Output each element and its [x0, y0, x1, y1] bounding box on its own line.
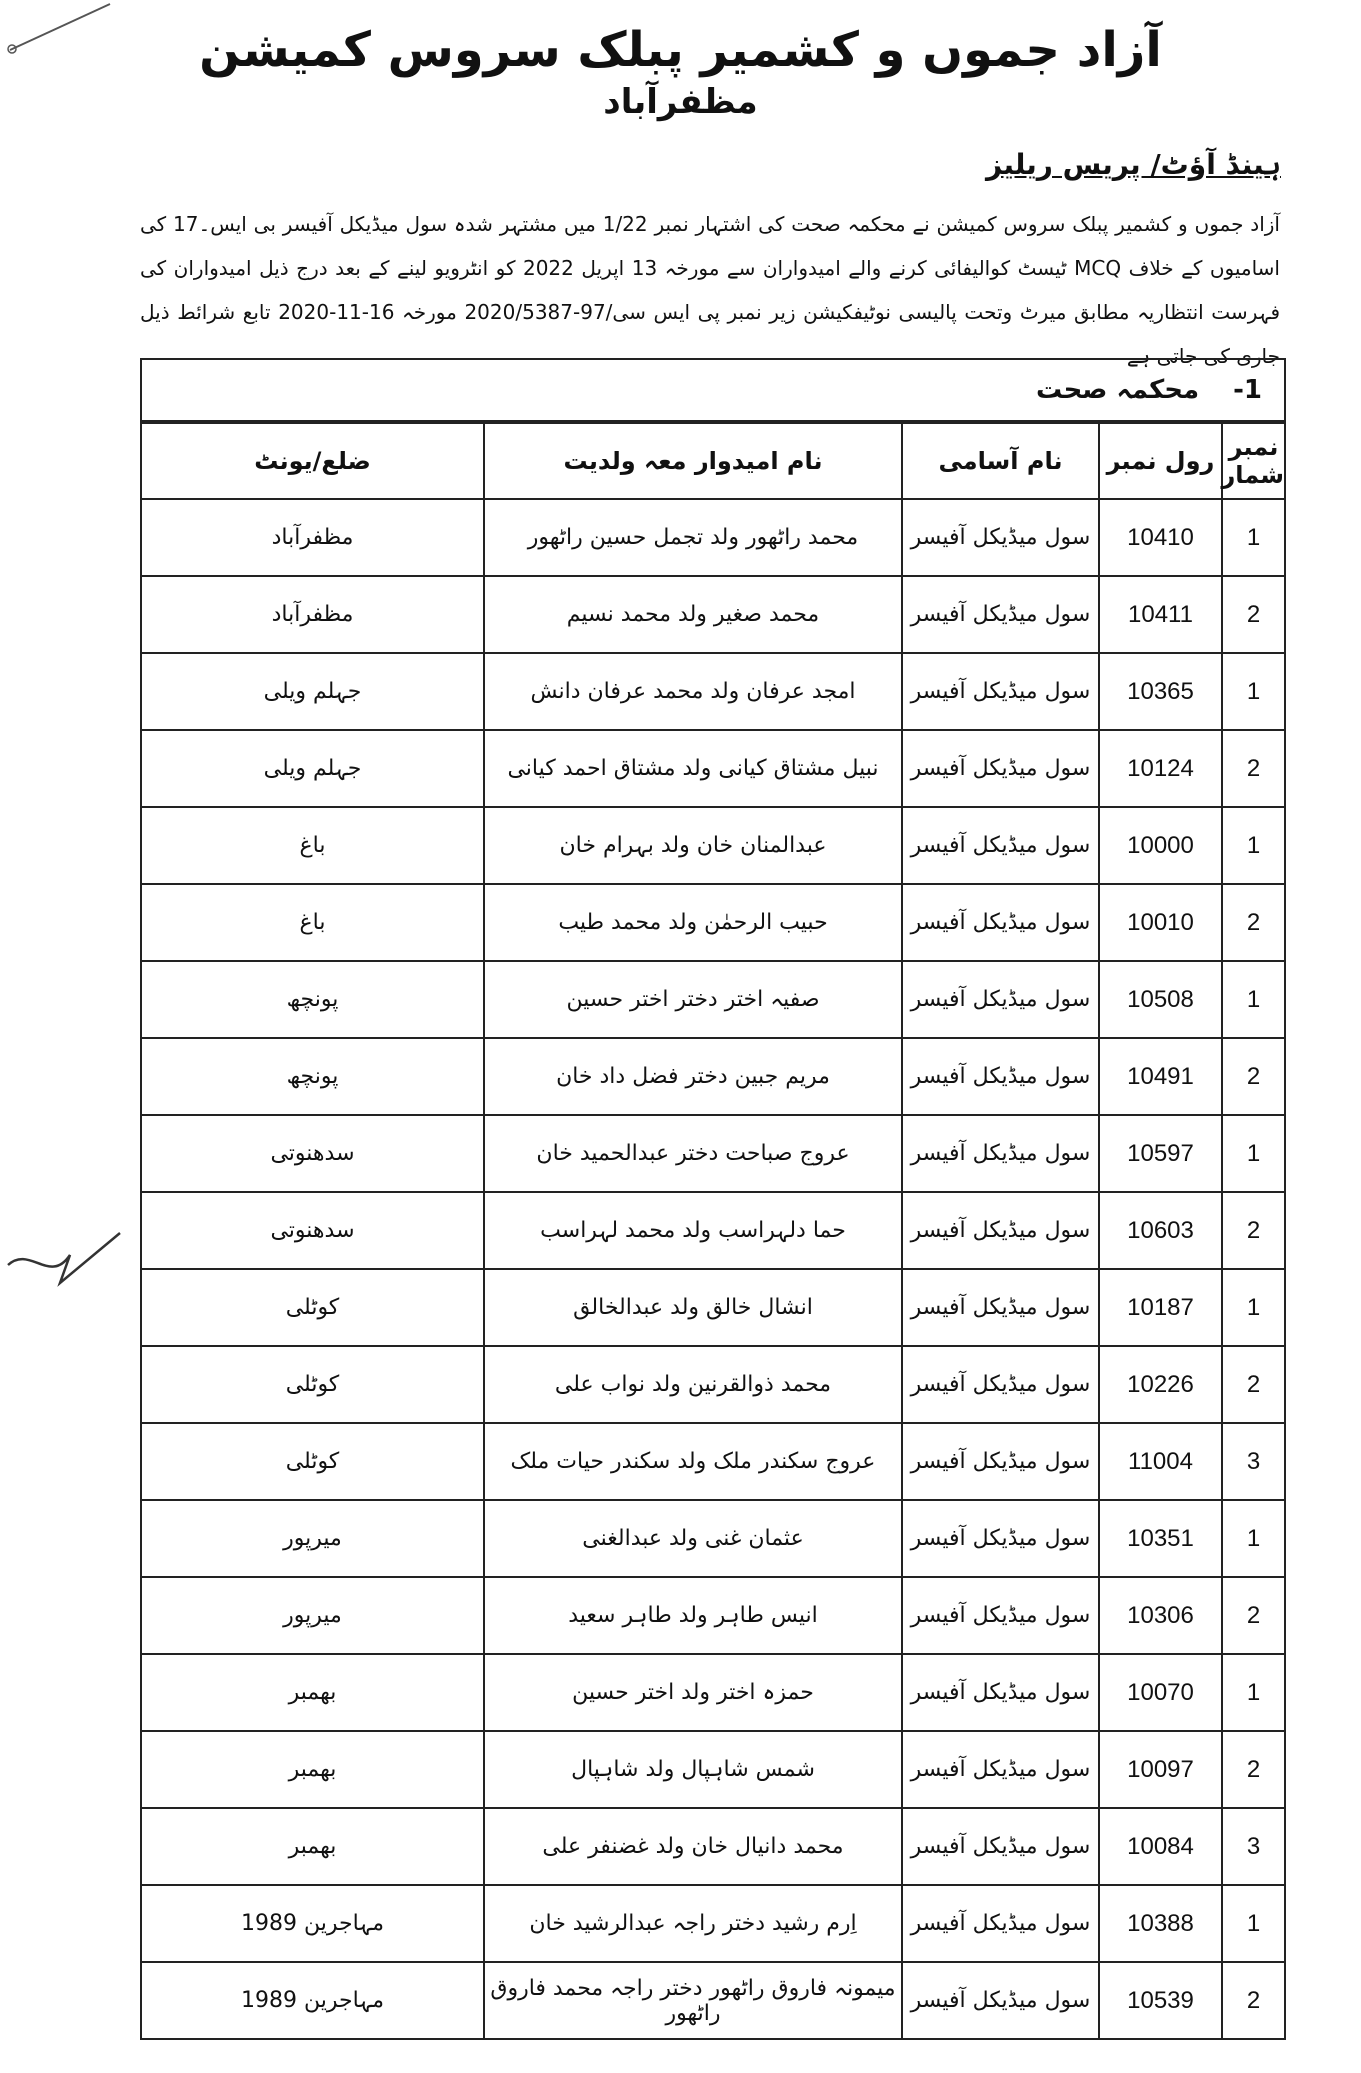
- cell-name: امجد عرفان ولد محمد عرفان دانش: [484, 653, 902, 730]
- table-row: [142, 884, 1284, 961]
- cell-name: محمد ذوالقرنین ولد نواب علی: [484, 1346, 902, 1423]
- cell-sr: 1: [1222, 807, 1284, 884]
- cell-roll: 10306: [1099, 1577, 1222, 1654]
- cell-post: سول میڈیکل آفیسر: [902, 1577, 1099, 1654]
- cell-district: سدھنوتی: [142, 1192, 484, 1269]
- cell-district: بھمبر: [142, 1731, 484, 1808]
- header-name: نام امیدوار معہ ولدیت: [484, 423, 902, 499]
- cell-sr: 2: [1222, 1192, 1284, 1269]
- intro-paragraph: آزاد جموں و کشمیر پبلک سروس کمیشن نے محکمہ صحت کی اشتہار نمبر 1/22 میں مشتہر شدہ سول میڈیکل آفیسر بی ایس۔17 کی اسامیوں کے خلاف MCQ ٹیسٹ کوالیفائی کرنے والے امیدواران سے مورخہ 13 اپریل 2022 کو انٹرویو لینے کے بعد درج ذیل امیدواران کی فہرست انتظاریہ مطابق میرٹ وتحت پالیسی نوٹیفکیشن زیر نمبر پی ایس سی/97-2020/5387 مورخہ 16-11-2020 تابع شرائط ذیل جاری کی جاتی ہے: [140, 212, 1281, 368]
- cell-district: بھمبر: [142, 1654, 484, 1731]
- cell-sr: 2: [1222, 730, 1284, 807]
- cell-post: سول میڈیکل آفیسر: [902, 1115, 1099, 1192]
- cell-name: اِرم رشید دختر راجہ عبدالرشید خان: [484, 1885, 902, 1962]
- table-row: [142, 1808, 1284, 1885]
- cell-district: جہلم ویلی: [142, 653, 484, 730]
- cell-roll: 10084: [1099, 1808, 1222, 1885]
- cell-district: کوٹلی: [142, 1346, 484, 1423]
- cell-district: میرپور: [142, 1577, 484, 1654]
- cell-district: مہاجرین 1989: [142, 1885, 484, 1962]
- cell-district: میرپور: [142, 1500, 484, 1577]
- handout-heading: ہینڈ آؤٹ/ پریس ریلیز: [986, 148, 1281, 181]
- cell-roll: 10070: [1099, 1654, 1222, 1731]
- cell-district: باغ: [142, 807, 484, 884]
- cell-district: سدھنوتی: [142, 1115, 484, 1192]
- section-label: محکمہ صحت: [1036, 375, 1200, 405]
- cell-post: سول میڈیکل آفیسر: [902, 1808, 1099, 1885]
- cell-post: سول میڈیکل آفیسر: [902, 576, 1099, 653]
- table-row: [142, 653, 1284, 730]
- cell-sr: 1: [1222, 1115, 1284, 1192]
- cell-sr: 2: [1222, 1731, 1284, 1808]
- cell-sr: 2: [1222, 576, 1284, 653]
- cell-roll: 10187: [1099, 1269, 1222, 1346]
- cell-roll: 10508: [1099, 961, 1222, 1038]
- cell-district: مظفرآباد: [142, 499, 484, 576]
- cell-roll: 10365: [1099, 653, 1222, 730]
- cell-roll: 10097: [1099, 1731, 1222, 1808]
- cell-roll: 10124: [1099, 730, 1222, 807]
- cell-name: حما دلہراسب ولد محمد لہراسب: [484, 1192, 902, 1269]
- cell-roll: 10539: [1099, 1962, 1222, 2039]
- cell-district: کوٹلی: [142, 1269, 484, 1346]
- table-row: [142, 1192, 1284, 1269]
- cell-district: پونچھ: [142, 961, 484, 1038]
- cell-name: عثمان غنی ولد عبدالغنی: [484, 1500, 902, 1577]
- cell-sr: 1: [1222, 1885, 1284, 1962]
- cell-sr: 1: [1222, 1500, 1284, 1577]
- cell-name: میمونہ فاروق راٹھور دختر راجہ محمد فاروق راٹھور: [484, 1962, 902, 2039]
- candidates-table: [142, 422, 1284, 2040]
- section-number: 1-: [1233, 375, 1262, 405]
- cell-roll: 10597: [1099, 1115, 1222, 1192]
- commission-title: آزاد جموں و کشمیر پبلک سروس کمیشن: [199, 22, 1162, 78]
- cell-roll: 11004: [1099, 1423, 1222, 1500]
- table-row: [142, 807, 1284, 884]
- city-subtitle: مظفرآباد: [603, 82, 758, 122]
- header-post: نام آسامی: [902, 423, 1099, 499]
- cell-sr: 2: [1222, 1577, 1284, 1654]
- table-row: [142, 961, 1284, 1038]
- cell-roll: 10000: [1099, 807, 1222, 884]
- cell-sr: 1: [1222, 499, 1284, 576]
- table-row: [142, 499, 1284, 576]
- cell-post: سول میڈیکل آفیسر: [902, 1885, 1099, 1962]
- cell-roll: 10388: [1099, 1885, 1222, 1962]
- cell-sr: 1: [1222, 961, 1284, 1038]
- cell-sr: 1: [1222, 1654, 1284, 1731]
- cell-post: سول میڈیکل آفیسر: [902, 961, 1099, 1038]
- cell-roll: 10410: [1099, 499, 1222, 576]
- cell-sr: 2: [1222, 1346, 1284, 1423]
- table-row: [142, 1269, 1284, 1346]
- cell-district: باغ: [142, 884, 484, 961]
- cell-post: سول میڈیکل آفیسر: [902, 1038, 1099, 1115]
- cell-district: مہاجرین 1989: [142, 1962, 484, 2039]
- cell-post: سول میڈیکل آفیسر: [902, 1346, 1099, 1423]
- cell-name: انشال خالق ولد عبدالخالق: [484, 1269, 902, 1346]
- header-district: ضلع/یونٹ: [142, 423, 484, 499]
- cell-name: محمد صغیر ولد محمد نسیم: [484, 576, 902, 653]
- cell-name: حمزہ اختر ولد اختر حسین: [484, 1654, 902, 1731]
- cell-district: کوٹلی: [142, 1423, 484, 1500]
- cell-name: شمس شاہپال ولد شاہپال: [484, 1731, 902, 1808]
- cell-post: سول میڈیکل آفیسر: [902, 1500, 1099, 1577]
- cell-post: سول میڈیکل آفیسر: [902, 730, 1099, 807]
- cell-name: عبدالمنان خان ولد بہرام خان: [484, 807, 902, 884]
- table-row: [142, 1577, 1284, 1654]
- table-row: [142, 1038, 1284, 1115]
- cell-sr: 2: [1222, 1038, 1284, 1115]
- header-roll: رول نمبر: [1099, 423, 1222, 499]
- cell-sr: 1: [1222, 1269, 1284, 1346]
- cell-roll: 10491: [1099, 1038, 1222, 1115]
- table-row: [142, 1885, 1284, 1962]
- cell-name: انیس طاہر ولد طاہر سعید: [484, 1577, 902, 1654]
- table-row: [142, 1962, 1284, 2039]
- cell-roll: 10226: [1099, 1346, 1222, 1423]
- cell-district: جہلم ویلی: [142, 730, 484, 807]
- cell-post: سول میڈیکل آفیسر: [902, 1962, 1099, 2039]
- cell-name: محمد راٹھور ولد تجمل حسین راٹھور: [484, 499, 902, 576]
- cell-district: مظفرآباد: [142, 576, 484, 653]
- cell-sr: 3: [1222, 1808, 1284, 1885]
- cell-roll: 10010: [1099, 884, 1222, 961]
- cell-sr: 2: [1222, 884, 1284, 961]
- table-row: [142, 730, 1284, 807]
- cell-name: عروج صباحت دختر عبدالحمید خان: [484, 1115, 902, 1192]
- section-heading: [142, 360, 1284, 422]
- cell-name: صفیہ اختر دختر اختر حسین: [484, 961, 902, 1038]
- cell-name: عروج سکندر ملک ولد سکندر حیات ملک: [484, 1423, 902, 1500]
- cell-district: بھمبر: [142, 1808, 484, 1885]
- cell-post: سول میڈیکل آفیسر: [902, 1423, 1099, 1500]
- cell-post: سول میڈیکل آفیسر: [902, 1269, 1099, 1346]
- cell-sr: 3: [1222, 1423, 1284, 1500]
- cell-name: نبیل مشتاق کیانی ولد مشتاق احمد کیانی: [484, 730, 902, 807]
- table-row: [142, 1500, 1284, 1577]
- cell-roll: 10603: [1099, 1192, 1222, 1269]
- table-row: [142, 1731, 1284, 1808]
- cell-name: حبیب الرحمٰن ولد محمد طیب: [484, 884, 902, 961]
- cell-roll: 10411: [1099, 576, 1222, 653]
- table-header-row: [142, 423, 1284, 499]
- results-table: [140, 358, 1286, 2040]
- table-row: [142, 1346, 1284, 1423]
- cell-post: سول میڈیکل آفیسر: [902, 1654, 1099, 1731]
- cell-sr: 2: [1222, 1962, 1284, 2039]
- cell-sr: 1: [1222, 653, 1284, 730]
- table-row: [142, 1423, 1284, 1500]
- handwritten-tick-mark: [0, 1225, 140, 1295]
- cell-district: پونچھ: [142, 1038, 484, 1115]
- table-row: [142, 576, 1284, 653]
- cell-post: سول میڈیکل آفیسر: [902, 884, 1099, 961]
- cell-name: مریم جبین دختر فضل داد خان: [484, 1038, 902, 1115]
- cell-post: سول میڈیکل آفیسر: [902, 499, 1099, 576]
- cell-name: محمد دانیال خان ولد غضنفر علی: [484, 1808, 902, 1885]
- cell-post: سول میڈیکل آفیسر: [902, 807, 1099, 884]
- cell-post: سول میڈیکل آفیسر: [902, 653, 1099, 730]
- cell-post: سول میڈیکل آفیسر: [902, 1192, 1099, 1269]
- table-row: [142, 1654, 1284, 1731]
- header-sr: نمبر شمار: [1222, 423, 1284, 499]
- cell-post: سول میڈیکل آفیسر: [902, 1731, 1099, 1808]
- cell-roll: 10351: [1099, 1500, 1222, 1577]
- table-row: [142, 1115, 1284, 1192]
